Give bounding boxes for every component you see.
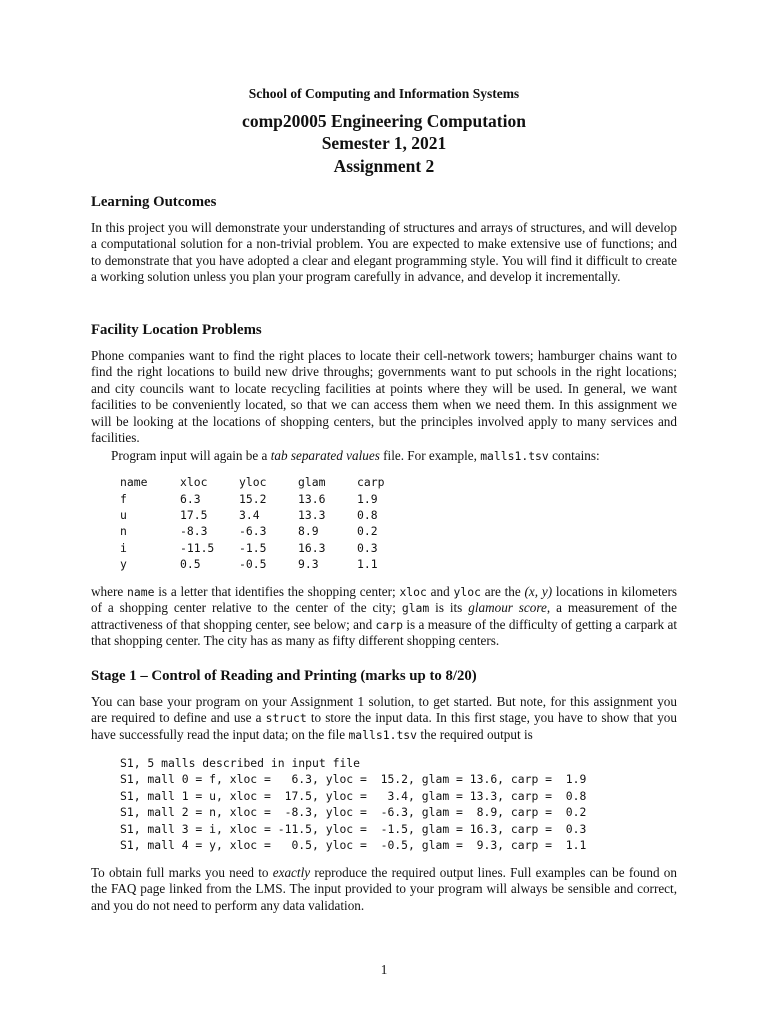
table-cell: 16.3 — [298, 540, 326, 555]
tsv-example-table — [120, 474, 384, 572]
table-cell: 6.3 — [180, 491, 201, 506]
table-cell: 13.3 — [298, 507, 326, 522]
table-cell: 0.5 — [180, 557, 201, 572]
table-cell: i — [120, 540, 127, 555]
table-cell: -1.5 — [239, 540, 267, 555]
course-title: comp20005 Engineering Computation — [242, 111, 526, 131]
facility-heading: Facility Location Problems — [91, 322, 262, 338]
table-header-row — [120, 474, 384, 490]
column-header: glam — [298, 475, 326, 490]
table-cell: 1.1 — [357, 557, 378, 572]
table-cell: y — [120, 557, 127, 572]
table-row — [120, 556, 384, 572]
table-row — [120, 540, 384, 556]
table-cell: -11.5 — [180, 540, 215, 555]
table-cell: 13.6 — [298, 491, 326, 506]
column-header: yloc — [239, 475, 267, 490]
table-cell: -0.5 — [239, 557, 267, 572]
table-cell: u — [120, 507, 127, 522]
semester-title: Semester 1, 2021 — [321, 133, 447, 153]
page-number: 1 — [380, 962, 388, 977]
table-cell: n — [120, 524, 127, 539]
field-description: where name is a letter that identifies the shopping center; xloc and yloc are the (x, y) locations in kilometers of a shopping center relative to the center of the city; glam is its glamour score, a measurement of the attractiveness of that shopping center, see below; and carp is a measure of the difficulty of getting a carpark at that shopping center. The city has as many as fifty different shopping centers. — [91, 584, 678, 649]
column-header: xloc — [180, 475, 208, 490]
table-cell: 8.9 — [298, 524, 319, 539]
facility-text: Phone companies want to find the right places to locate their cell-network towers; hamburger chains want to find the right locations to build new drive throughs; governments want to put schools in the right locations; and city councils want to locate recycling facilities at points where they will be used. In general, we want facilities to be conveniently located, so that we can access them when we need them. In this assignment we will be looking at the locations of shopping centers, but the principles involved apply to many services and facilities. — [91, 348, 677, 446]
stage1-text: You can base your program on your Assignment 1 solution, to get started. But note, for this assignment you are required to define and use a struct to store the input data. In this first stage, you have to show that you have successfully read the input data; on the file malls1.tsv the required output is — [91, 694, 677, 742]
stage1-heading: Stage 1 – Control of Reading and Printing (marks up to 8/20) — [91, 668, 477, 684]
input-intro: Program input will again be a tab separated values file. For example, malls1.tsv contains: — [111, 448, 600, 463]
table-row — [120, 490, 384, 506]
table-cell: -6.3 — [239, 524, 267, 539]
learning-outcomes-text: In this project you will demonstrate your understanding of structures and arrays of structures, and will develop a computational solution for a non-trivial problem. You are expected to make extensive use of functions; and to demonstrate that you have adopted a clear and elegant programming style. You will find it difficult to create a working solution unless you plan your program carefully in advance, and develop it incrementally. — [91, 220, 677, 285]
table-cell: 15.2 — [239, 491, 267, 506]
table-cell: 3.4 — [239, 507, 260, 522]
table-row — [120, 507, 384, 523]
table-cell: 0.3 — [357, 540, 378, 555]
table-cell: f — [120, 491, 127, 506]
stage1-footer-text: To obtain full marks you need to exactly reproduce the required output lines. Full examples can be found on the FAQ page linked from the LMS. The input provided to your program will always be sensible and correct, and you do not need to perform any data validation. — [91, 865, 677, 913]
column-header: carp — [357, 475, 385, 490]
assignment-title: Assignment 2 — [333, 156, 435, 176]
table-cell: 0.8 — [357, 507, 378, 522]
school-name: School of Computing and Information Systems — [248, 86, 520, 101]
table-cell: 9.3 — [298, 557, 319, 572]
table-cell: -8.3 — [180, 524, 208, 539]
table-cell: 1.9 — [357, 491, 378, 506]
learning-outcomes-heading: Learning Outcomes — [91, 194, 217, 210]
table-cell: 0.2 — [357, 524, 378, 539]
column-header: name — [120, 475, 148, 490]
stage1-required-output: S1, 5 malls described in input file S1, mall 0 = f, xloc = 6.3, yloc = 15.2, glam = 13.6, carp = 1.9 S1, mall 1 = u, xloc = 17.5, yloc = 3.4, glam = 13.3, carp = 0.8 S1, mall 2 = n, xloc = -8.3, yloc = -6.3, glam = 8.9, carp = 0.2 S1, mall 3 = i, xloc = -11.5, yloc = -1.5, glam = 16.3, carp = 0.3 S1, mall 4 = y, xloc = 0.5, yloc = -0.5, glam = 9.3, carp = 1.1 — [120, 756, 587, 853]
table-cell: 17.5 — [180, 507, 208, 522]
table-row — [120, 523, 384, 539]
